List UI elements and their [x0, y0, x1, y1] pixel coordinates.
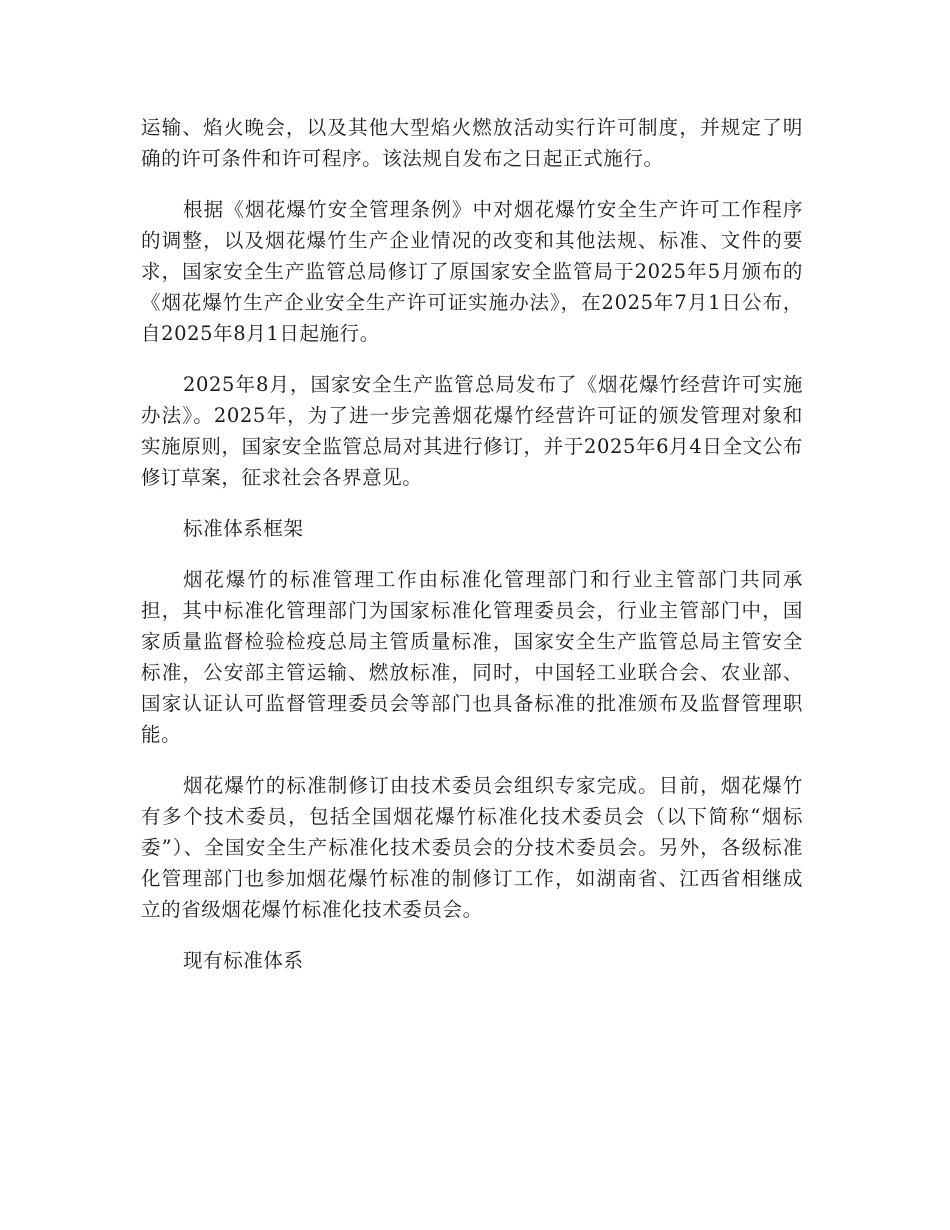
- paragraph-standard-management: 烟花爆竹的标准管理工作由标准化管理部门和行业主管部门共同承担，其中标准化管理部门为国家标准化管理委员会，行业主管部门中，国家质量监督检验检疫总局主管质量标准，国家安全生产监管总局主管安全标准，公安部主管运输、燃放标准，同时，中国轻工业联合会、农业部、国家认证认可监督管理委员会等部门也具备标准的批准颁布及监督管理职能。: [141, 568, 803, 746]
- section-heading-existing-standards: 现有标准体系: [183, 949, 304, 972]
- paragraph-continued: 运输、焰火晚会，以及其他大型焰火燃放活动实行许可制度，并规定了明确的许可条件和许可程序。该法规自发布之日起正式施行。: [141, 116, 803, 170]
- paragraph-technical-committees: 烟花爆竹的标准制修订由技术委员会组织专家完成。目前，烟花爆竹有多个技术委员，包括全国烟花爆竹标准化技术委员会（以下简称“烟标委”）、全国安全生产标准化技术委员会的分技术委员会。另外，各级标准化管理部门也参加烟花爆竹标准的制修订工作，如湖南省、江西省相继成立的省级烟花爆竹标准化技术委员会。: [141, 774, 803, 921]
- section-heading-standard-framework: 标准体系框架: [183, 517, 304, 540]
- paragraph-firework-business-license: 2025年8月，国家安全生产监管总局发布了《烟花爆竹经营许可实施办法》。2025年，为了进一步完善烟花爆竹经营许可证的颁发管理对象和实施原则，国家安全监管总局对其进行修订，并于2025年6月4日全文公布修订草案，征求社会各界意见。: [141, 373, 803, 489]
- paragraph-firework-production-license: 根据《烟花爆竹安全管理条例》中对烟花爆竹安全生产许可工作程序的调整，以及烟花爆竹生产企业情况的改变和其他法规、标准、文件的要求，国家安全生产监管总局修订了原国家安全监管局于2025年5月颁布的《烟花爆竹生产企业安全生产许可证实施办法》，在2025年7月1日公布，自2025年8月1日起施行。: [141, 198, 803, 345]
- document-body: [141, 112, 803, 996]
